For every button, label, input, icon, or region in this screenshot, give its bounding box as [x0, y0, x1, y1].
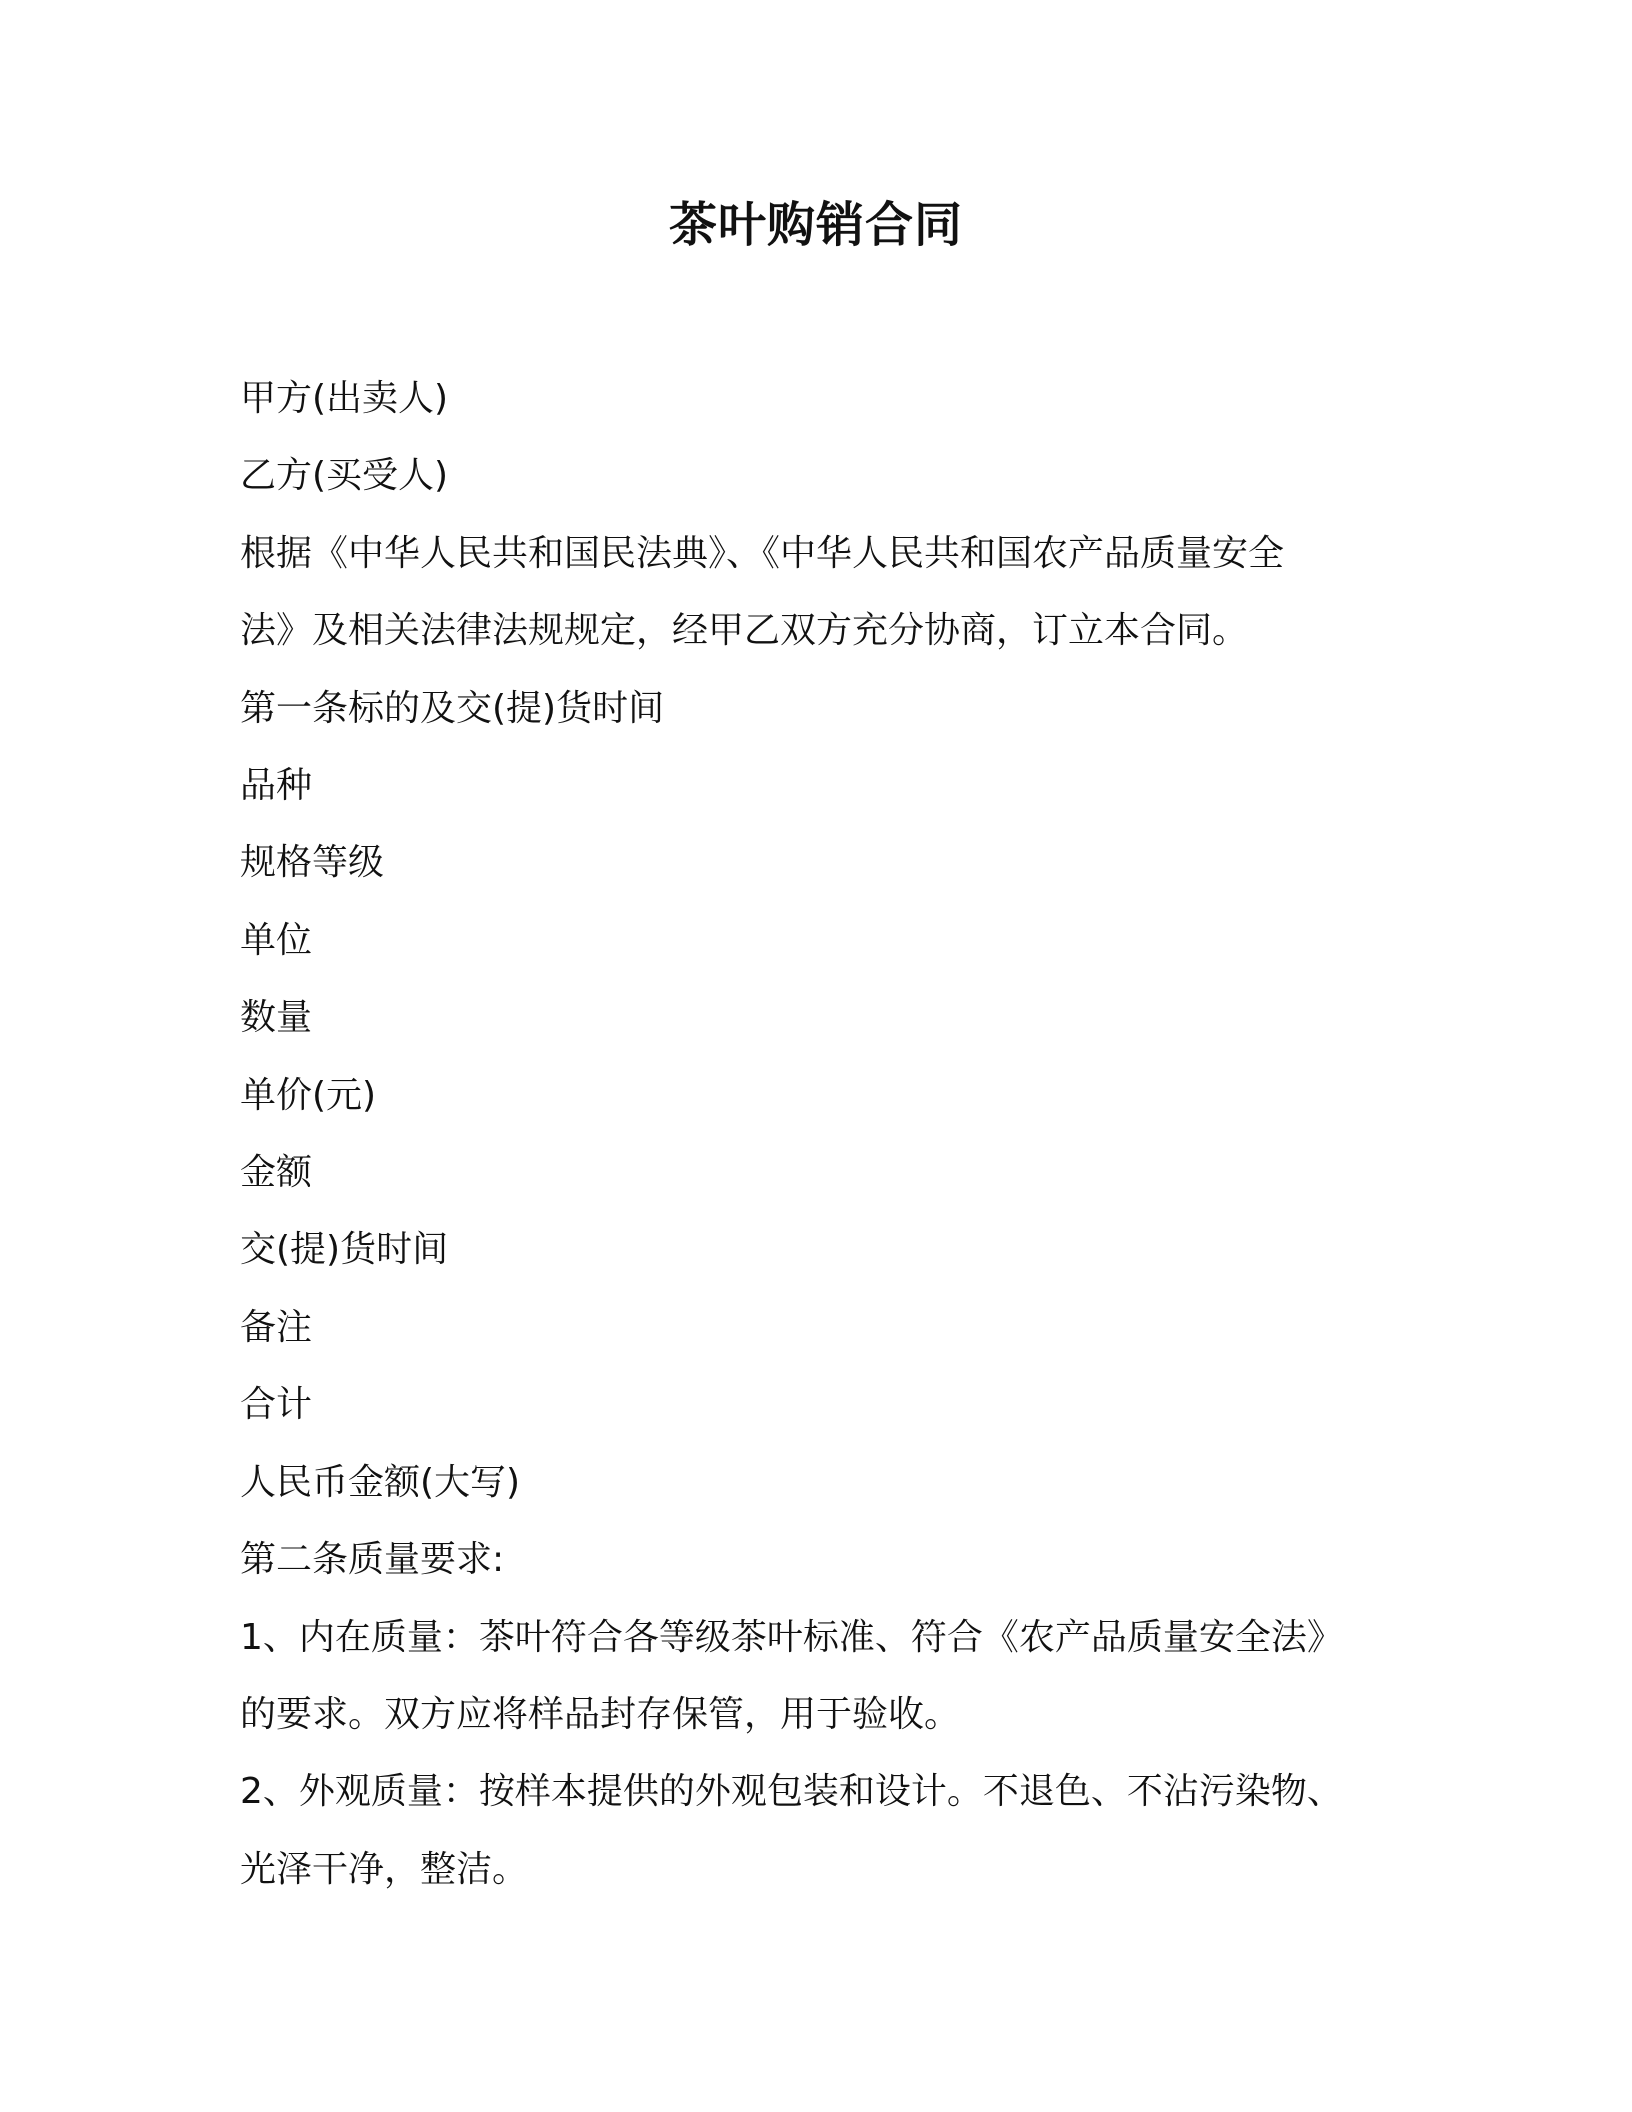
- field-rmb-amount: 人民币金额(大写): [240, 1461, 521, 1503]
- article-2-heading: 第二条质量要求:: [240, 1539, 505, 1581]
- field-total: 合计: [240, 1384, 313, 1426]
- document-title: 茶叶购销合同: [668, 197, 963, 253]
- quality-item-1-line-2: 的要求。双方应将样品封存保管，用于验收。: [240, 1693, 961, 1735]
- party-a-line: 甲方(出卖人): [240, 378, 449, 419]
- preamble-line-2: 法》及相关法律法规规定，经甲乙双方充分协商，订立本合同。: [240, 610, 1249, 652]
- field-variety: 品种: [240, 765, 313, 807]
- party-b-line: 乙方(买受人): [240, 455, 449, 497]
- field-unit: 单位: [240, 919, 313, 961]
- quality-item-2-line-2: 光泽干净，整洁。: [240, 1848, 529, 1890]
- field-amount: 金额: [240, 1152, 313, 1194]
- field-remarks: 备注: [240, 1306, 313, 1348]
- document-body: [240, 360, 1400, 1908]
- article-1-heading: 第一条标的及交(提)货时间: [240, 687, 665, 729]
- field-unit-price: 单价(元): [240, 1074, 377, 1116]
- quality-item-2-line-1: 2、外观质量：按样本提供的外观包装和设计。不退色、不沾污染物、: [240, 1771, 1343, 1813]
- field-grade: 规格等级: [240, 842, 385, 884]
- quality-item-1-line-1: 1、内在质量：茶叶符合各等级茶叶标准、符合《农产品质量安全法》: [240, 1616, 1343, 1658]
- field-quantity: 数量: [240, 997, 313, 1039]
- preamble-line-1: 根据《中华人民共和国民法典》、《中华人民共和国农产品质量安全: [240, 532, 1285, 574]
- field-delivery-time: 交(提)货时间: [240, 1229, 449, 1271]
